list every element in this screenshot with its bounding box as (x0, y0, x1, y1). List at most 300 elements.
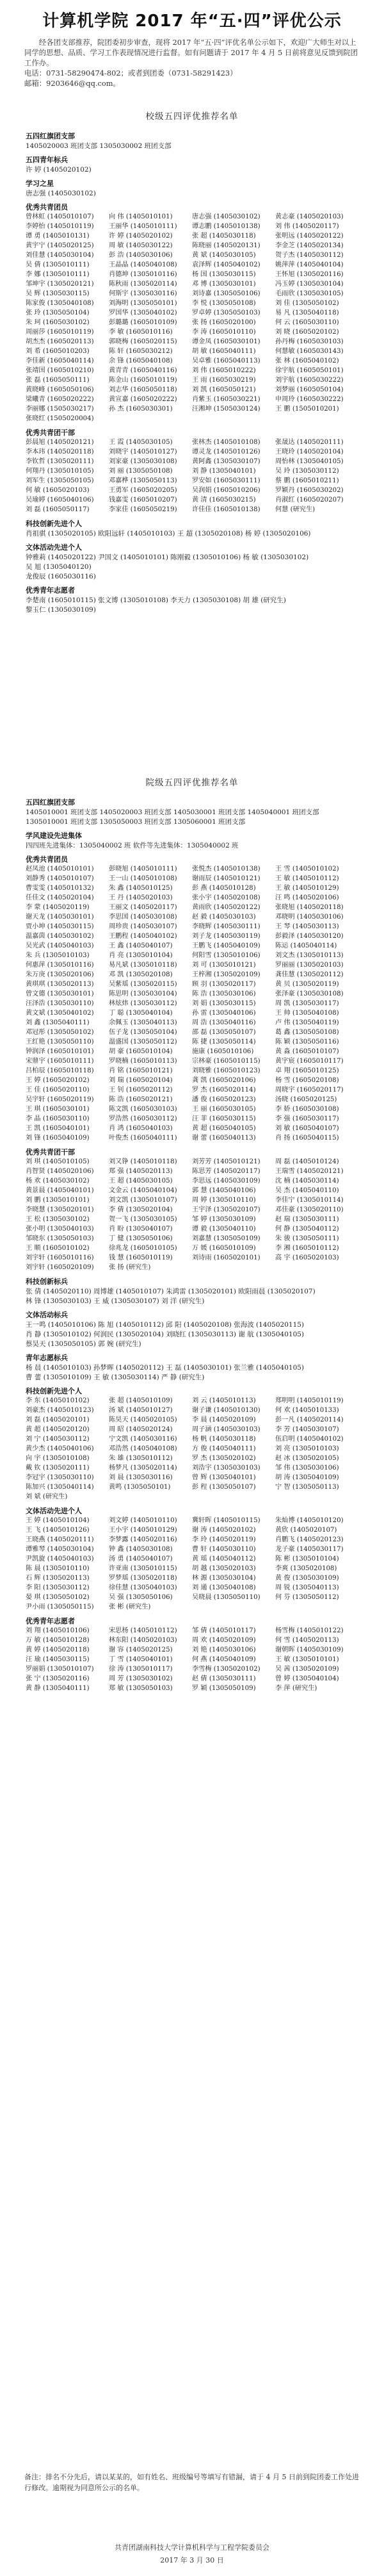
name-entry: 陈秋雨 (1305020114) (109, 281, 177, 288)
name-entry: 王 霞 (1405030105) (109, 439, 173, 446)
name-entry: 邹晓东 (1305050103) (26, 1235, 94, 1242)
name-entry: 刘 锋 (1605040109) (26, 1135, 90, 1142)
name-row (26, 1535, 358, 1545)
name-row (26, 989, 358, 999)
name-row (26, 1253, 358, 1263)
college-section-line: 蔡昊天 (1305050105) 郭 婉 (研究生) (26, 1340, 141, 1348)
name-row (26, 1018, 358, 1028)
name-entry: 彭晓旭 (1405010111) (109, 866, 177, 873)
name-entry: 方 俊 (1405040111) (192, 1445, 256, 1452)
name-entry: 谢雨辰 (1405010121) (192, 875, 260, 882)
name-entry: 刘 斌 (研究生) (26, 1493, 68, 1500)
name-row (26, 212, 358, 222)
name-entry: 陈文凯 (1605030103) (109, 1106, 177, 1113)
name-entry: 赵凤池 (1405010101) (26, 866, 94, 873)
name-entry: 王 顺 (1605010102) (26, 1245, 90, 1252)
college-section-heading: 科技创新先进个人 (26, 1387, 82, 1395)
name-entry: 谭雅琴 (1405030104) (26, 1546, 94, 1553)
name-entry: 郑 强 (1405020113) (109, 1168, 173, 1175)
name-row (26, 347, 358, 356)
name-entry: 尹凯旋 (1405040103) (26, 1555, 94, 1563)
name-row (26, 366, 358, 375)
name-entry: 尹小雨 (1305050115) (26, 1604, 94, 1611)
name-entry: 黄宇宸 (1605010117) (275, 1058, 344, 1065)
name-entry: 王 婷 (1405010104) (26, 1517, 90, 1524)
name-entry: 吴晓晨 (1305050110) (192, 1594, 260, 1601)
school-section-line: 肖祖骐 (1305020105) 欧阳远轩 (1405010103) 王 超 (1305020108) 杨 婷 (1305020106) (26, 530, 311, 537)
name-row (26, 356, 358, 366)
name-entry: 伍启明 (1405040102) (275, 1436, 344, 1443)
name-row (26, 438, 358, 447)
name-entry: 罗 杰 (1605020114) (192, 1087, 256, 1094)
name-entry: 刘 娟 (1305030115) (192, 1000, 256, 1007)
name-entry: 刘文杰 (1305010113) (275, 952, 344, 959)
name-entry: 李婷怡 (1405010119) (26, 223, 94, 230)
name-entry: 吴润娟 (1605010206) (192, 487, 260, 494)
school-name-grid (26, 438, 358, 514)
name-entry: 李 倩 (1305020104) (109, 1206, 173, 1213)
name-entry: 刘 琪 (1405010105) (26, 1158, 90, 1165)
name-entry: 王 鹏 (1505010201) (275, 406, 339, 413)
name-row (26, 1028, 358, 1037)
name-entry: 赵 瑞 (1305030111) (275, 1216, 339, 1223)
name-entry: 彭毅泽 (1405030120) (275, 933, 344, 940)
name-row (26, 447, 358, 457)
name-entry: 吴 辉 (1305030115) (26, 290, 90, 297)
name-entry: 胡 涛 (1305040109) (275, 1474, 339, 1481)
name-entry: 刘诗嘉 (1305050106) (192, 290, 260, 297)
name-entry: 黄 婷 (1405020118) (26, 1646, 90, 1653)
name-entry: 朱 兵 (1305010103) (26, 952, 90, 959)
name-entry: 黄文斌 (1305040102) (26, 1010, 94, 1017)
name-row (26, 922, 358, 931)
name-row (26, 270, 358, 279)
name-entry: 彭 程 (1305050107) (192, 1484, 256, 1491)
name-row (26, 883, 358, 893)
school-section-line: 龙俊辰 (1605030116) (26, 573, 96, 580)
name-entry: 何 欢 (1405010133) (275, 1407, 339, 1414)
name-entry: 朱 雄 (1305010112) (109, 1455, 173, 1462)
name-entry: 谭 勇 (1405010131) (26, 233, 90, 240)
name-entry: 陈思明 (1305030104) (109, 990, 177, 997)
name-entry: 周晓宇 (1605020117) (275, 1087, 344, 1094)
name-row (26, 486, 358, 495)
signature-date: 2017 年 3 月 30 日 (160, 2556, 224, 2564)
notice-block (24, 37, 360, 88)
name-entry: 杨 欢 (1405030102) (26, 1177, 90, 1185)
name-row (26, 1406, 358, 1415)
name-entry: 邓晓明 (1405030106) (275, 914, 344, 921)
name-entry: 刘军生 (1305050105) (26, 477, 94, 484)
name-entry: 孙 杰 (1605030301) (109, 406, 173, 413)
name-entry: 许佳佳 (1605010138) (192, 506, 260, 513)
name-entry: 陈加兴 (1305040114) (26, 1484, 94, 1491)
name-entry: 郭 慧 (1405040106) (192, 1187, 256, 1194)
name-entry: 吴光武 (1405040103) (26, 942, 94, 949)
name-entry: 张 宁 (1305020116) (26, 1675, 90, 1682)
name-row (26, 250, 358, 260)
name-entry: 李 东 (1405010102) (26, 1397, 90, 1404)
name-entry: 卢 伟 (1305040119) (275, 1019, 339, 1026)
name-entry: 邓冠彤 (1305050102) (26, 1029, 94, 1036)
name-row (26, 1176, 358, 1186)
name-entry: 朱 珂 (1605030102) (26, 319, 90, 326)
name-row (26, 1492, 358, 1502)
name-entry: 张 玲 (1305050104) (26, 309, 90, 316)
name-row (26, 1095, 358, 1104)
name-entry: 冯玉婷 (1305030104) (275, 281, 344, 288)
name-row (26, 1655, 358, 1664)
school-section-heading: 五四青年标兵 (26, 156, 68, 164)
name-entry: 王 敏 (1305010101) (275, 1656, 339, 1663)
name-entry: 李 玲 (1405020119) (192, 1536, 256, 1543)
name-entry: 王丽文 (1405020117) (109, 904, 177, 911)
name-entry: 向 宇 (1305010108) (26, 1455, 90, 1462)
name-entry: 刘 鑫 (1305040111) (26, 1019, 90, 1026)
name-entry: 林东阳 (1405020103) (109, 1637, 177, 1644)
name-entry: 蔡 鹏 (1605010211) (275, 477, 339, 484)
name-entry: 罗安如 (1605030111) (192, 477, 260, 484)
name-row (26, 1047, 358, 1056)
name-row (26, 941, 358, 951)
name-entry: 张靖国 (1605010210) (26, 367, 94, 374)
name-entry: 刘 晓 (1605020102) (275, 329, 339, 336)
name-row (26, 1195, 358, 1205)
name-entry: 赵 冰 (1305020105) (275, 1455, 339, 1462)
name-row (26, 970, 358, 980)
name-entry: 周 芳 (1305030102) (109, 1675, 173, 1682)
name-entry: 宁 智 (1305050113) (275, 1484, 339, 1491)
name-entry: 高 宇 (1605020103) (275, 1254, 339, 1261)
name-entry: 黄琪琪 (1305020113) (26, 981, 94, 988)
name-row (26, 1454, 358, 1463)
name-entry: 罗梦瑶 (1305020118) (109, 1575, 177, 1582)
notice-phone: 电话：0731-58290474-802；或者到团委（0731-58291423） (24, 69, 237, 78)
name-entry: 李晓辉 (1405030111) (192, 923, 260, 930)
name-entry: 胡杰杰 (1605020113) (26, 338, 94, 345)
name-row (26, 337, 358, 347)
name-entry: 许 婷 (1405020102) (109, 233, 173, 240)
name-entry: 张小宇 (1405020108) (192, 894, 260, 901)
name-entry: 梁曦青 (1605020222) (26, 396, 94, 403)
name-entry: 刘 可 (1305010121) (192, 962, 256, 969)
name-entry: 黄青青 (1605040116) (109, 367, 177, 374)
name-entry: 胡 豪 (1605010104) (109, 1048, 173, 1055)
name-row (26, 1186, 358, 1195)
name-row (26, 1525, 358, 1535)
name-entry: 刘晓雅 (1605010123) (192, 1067, 260, 1074)
name-row (26, 279, 358, 289)
name-entry: 李 涛 (1605010110) (192, 329, 256, 336)
name-row (26, 1066, 358, 1076)
name-entry: 刘诗雨 (1605020101) (192, 1254, 260, 1261)
college-name-grid (26, 1626, 358, 1693)
name-entry: 王 超 (1405030105) (109, 1177, 173, 1185)
name-entry: 王 琴 (1405030113) (275, 923, 339, 930)
name-entry: 朱 鑫 (1405010125) (109, 885, 173, 892)
name-row (26, 1593, 358, 1602)
name-entry: 刘梦丽 (1605050104) (275, 386, 344, 393)
name-row (26, 1076, 358, 1085)
name-entry: 李本玮 (1405020118) (26, 448, 94, 455)
name-entry: 吴紫瑶 (1305020115) (109, 981, 177, 988)
name-entry: 王 琪 (1605030101) (26, 1106, 90, 1113)
name-entry: 李钦哲 (1305020111) (26, 458, 94, 465)
college-section-heading: 科技创新标兵 (26, 1277, 68, 1286)
name-row (26, 1684, 358, 1693)
name-entry: 宁文凯 (1405030116) (109, 1436, 177, 1443)
school-section-heading: 学习之星 (26, 179, 54, 188)
name-entry: 刘芳芳 (1405010121) (192, 1158, 260, 1165)
name-entry: 邹 伟 (1305030106) (275, 1464, 339, 1472)
name-row (26, 1564, 358, 1573)
name-entry: 李冠宇 (1305030110) (26, 1474, 94, 1481)
college-section-heading: 青年志愿标兵 (26, 1354, 68, 1362)
college-section-line: 1405010001 班团支部 1405020003 班团支部 1405030001 班团支部 1405040001 班团支部 (26, 808, 319, 816)
name-entry: 罗 杰 (1305020102) (192, 1455, 256, 1462)
name-row (26, 1516, 358, 1525)
name-entry: 黄 贝 (1305020119) (275, 981, 339, 988)
name-entry: 杨 雪 (1605020108) (275, 1077, 339, 1084)
name-entry: 张晓红 (1505020004) (26, 415, 94, 422)
name-entry: 李 晶 (1605030110) (26, 1115, 90, 1122)
name-row (26, 1674, 358, 1684)
name-entry: 刘 通 (1305040108) (192, 1584, 256, 1591)
name-row (26, 1114, 358, 1124)
name-entry: 邓佳豪 (1305020110) (275, 1206, 344, 1213)
name-entry: 肖德坤 (1305010116) (109, 271, 177, 278)
name-entry: 刘静秀 (1405010107) (26, 875, 94, 882)
name-entry: 郑 敏 (1305050103) (109, 1685, 173, 1692)
name-entry: 谭 毅 (1305040110) (192, 1226, 256, 1233)
name-row (26, 1205, 358, 1215)
notice-paragraph: 经各团支部推荐，院团委初步审查，现将 2017 年“五·四”评优名单公示如下，欢迎广大师生对以上同学的思想、品质、学习工作表现情况进行监督。如有问题请于 2017 年 4 月 5 日前将意见反馈到院团工作办。 (24, 38, 358, 67)
name-entry: 沈 楠 (1405030114) (275, 1177, 339, 1185)
name-entry: 罗卓婷 (1305050103) (192, 309, 260, 316)
name-entry: 何 雪 (1405020113) (275, 1637, 339, 1644)
name-entry: 彭璐璐 (1605010109) (109, 319, 177, 326)
name-entry: 刘 艳 (1405030106) (192, 1646, 256, 1653)
name-entry: 万 敏 (1405010128) (26, 1637, 90, 1644)
name-entry: 肖智贤 (1405020106) (26, 1168, 94, 1175)
name-entry: 丁 健 (1305050106) (109, 1235, 173, 1242)
name-entry: 孙丹梅 (1605030103) (275, 338, 344, 345)
name-entry: 黄 瑶 (1405040112) (192, 1555, 256, 1563)
name-entry: 李 敏 (1605010116) (109, 329, 173, 336)
name-entry: 余佩玉 (1305040113) (109, 1019, 177, 1026)
name-row (26, 318, 358, 327)
name-entry: 李 悦 (1305050108) (192, 300, 256, 307)
name-entry: 何 敏 (1605020103) (26, 487, 90, 494)
name-entry: 刘 伟 (1605010222) (192, 367, 256, 374)
name-entry: 罗晓楠 (1605010113) (109, 1058, 177, 1065)
name-entry: 汪 瑜 (1405030115) (26, 1656, 90, 1663)
name-entry: 毛雨欣 (1305030105) (275, 290, 344, 297)
name-row (26, 1554, 358, 1564)
school-section-heading: 优秀青年志愿者 (26, 586, 75, 595)
name-row (26, 457, 358, 466)
name-entry: 刘文凯 (1305010107) (109, 1197, 177, 1204)
name-entry: 黄 超 (1605040105) (192, 1125, 256, 1132)
name-entry: 刘宇轩 (1605010116) (26, 1254, 94, 1261)
school-section-line: 唐志强 (1405030102) (26, 190, 96, 197)
name-row (26, 308, 358, 318)
name-entry: 肖 盼 (1305040107) (109, 1226, 173, 1233)
college-section-heading: 五四红旗团支部 (26, 798, 75, 807)
name-entry: 刘 鹏 (1305010101) (26, 1197, 90, 1204)
name-entry: 刘 磊 (1405020101) (26, 1416, 90, 1423)
name-entry: 李家佳 (1605050219) (109, 506, 177, 513)
notice-email: 邮箱：9203646@qq.com。 (24, 79, 120, 88)
name-entry: 伍子龙 (1305050104) (109, 1029, 177, 1036)
name-entry: 吕柏辰 (1605010118) (26, 1067, 94, 1074)
name-entry: 张 林 (1605040102) (275, 357, 339, 365)
name-entry: 杨梦凡 (1305020114) (109, 1464, 177, 1472)
name-entry: 贺子杰 (1405030112) (275, 252, 344, 259)
name-entry: 张 超 (1405030118) (192, 233, 256, 240)
name-entry: 周丽莎 (1605010119) (26, 329, 94, 336)
name-entry: 万 媛 (1605010109) (192, 1245, 256, 1252)
college-section-heading: 优秀共青团员 (26, 855, 68, 864)
name-entry: 汤 斌 (1405010127) (109, 1407, 173, 1414)
name-entry: 汪 菲 (1605030115) (192, 1115, 256, 1122)
name-entry: 王 鑫 (1405040107) (109, 942, 173, 949)
name-entry: 张 超 (1405010109) (109, 1397, 173, 1404)
name-entry: 何惠萍 (1305010116) (26, 962, 94, 969)
college-section-heading: 优秀青年志愿者 (26, 1617, 75, 1625)
name-entry: 徐宇航 (1605050101) (275, 367, 344, 374)
name-entry: 邓 凯 (1305020108) (109, 971, 173, 978)
name-entry: 赵 倩 (1305030111) (192, 1675, 256, 1682)
name-entry: 陈金山 (1605010119) (109, 377, 177, 384)
name-row (26, 1124, 358, 1133)
name-row (26, 1434, 358, 1444)
name-row (26, 903, 358, 912)
name-entry: 赵 毅 (1405030103) (192, 914, 256, 921)
college-title: 院级五四评优推荐名单 (145, 778, 239, 788)
name-entry: 王一山 (1405010108) (109, 875, 177, 882)
college-section-line: 张 倩 (1405020110) 周博雄 (1405010107) 朱鸿雷 (1305020101) 欧阳雨晨 (1305020107) (26, 1288, 316, 1295)
name-entry: 陈 浩 (1305030106) (192, 990, 256, 997)
name-entry: 唐志强 (1405030102) (192, 213, 260, 220)
name-entry: 谢天龙 (1405030101) (26, 914, 94, 921)
name-entry: 吴宇轩 (1605020119) (26, 1096, 94, 1103)
name-row (26, 1473, 358, 1482)
name-entry: 许亚南 (1305010115) (109, 1565, 177, 1572)
name-entry: 汪 鸣 (1405020106) (275, 894, 339, 901)
school-section-line: 1405020003 班团支部 1305030002 班团支部 (26, 142, 172, 150)
school-section-heading: 文体活动先进个人 (26, 543, 82, 552)
name-entry: 李 芳 (1405030107) (275, 1426, 339, 1433)
name-entry: 李佳新 (1605040114) (26, 357, 94, 365)
name-entry: 曾文德 (1305030101) (26, 990, 94, 997)
name-entry: 郑明明 (1405010119) (275, 1397, 344, 1404)
name-entry: 王鹏飞 (1405040109) (192, 942, 260, 949)
name-row (26, 951, 358, 960)
name-entry: 肖 鸿 (1605040103) (109, 1125, 173, 1132)
name-entry: 向 伟 (1405010101) (109, 213, 173, 220)
name-entry: 何 芬 (1305050112) (275, 1594, 339, 1601)
name-entry: 王 雨 (1605030219) (192, 377, 256, 384)
college-section-line: 曹 蕾 (1305010109) 王 敏 (1305030114) 严 静 (研究生) (26, 1374, 205, 1381)
name-entry: 刘家豪 (1305030108) (109, 458, 177, 465)
name-row (26, 395, 358, 404)
name-entry: 罗浩然 (1605030112) (109, 1115, 177, 1122)
name-entry: 王 凯 (1605040101) (26, 1125, 90, 1132)
name-entry: 李思远 (1405030109) (192, 1177, 260, 1185)
name-entry: 王小宇 (1405010129) (109, 1527, 177, 1534)
name-entry: 周珍贵 (1405030107) (109, 923, 177, 930)
name-entry: 肖淑红 (1605020207) (275, 496, 344, 504)
name-entry: 彭 燕 (1405010128) (192, 885, 256, 892)
name-entry: 周 浩 (1305040116) (192, 1019, 256, 1026)
name-entry: 王 丹 (1405020103) (109, 894, 173, 901)
name-row (26, 980, 358, 989)
name-row (26, 864, 358, 874)
name-entry: 肖鹏飞 (1405020123) (275, 1536, 344, 1543)
name-entry: 刘 静 (1305040101) (192, 468, 256, 475)
name-entry: 林炫炜 (1305030112) (109, 1000, 177, 1007)
name-row (26, 1573, 358, 1583)
name-entry: 宗林豪 (1605010115) (192, 1058, 260, 1065)
name-entry: 邵 磊 (1305050107) (192, 1029, 256, 1036)
name-entry: 何慧 (研究生) (275, 506, 316, 513)
name-entry: 吴 倩 (1305010111) (26, 261, 90, 268)
name-entry: 彭一凡 (1405020114) (275, 1416, 344, 1423)
name-entry: 施康 (1605010106) (192, 1048, 254, 1055)
name-entry: 周 凯 (1305030117) (275, 1000, 339, 1007)
name-entry: 王 丽 (1605030105) (192, 1106, 256, 1113)
name-entry: 刘 宁 (1405030112) (26, 1436, 90, 1443)
name-entry: 晏 琪 (1305050102) (26, 1594, 90, 1601)
name-entry: 谢 容 (1405020125) (109, 1646, 173, 1653)
name-entry: 刘 希 (1605010203) (26, 348, 90, 355)
name-entry: 汪泽浩 (1305030110) (26, 1000, 94, 1007)
name-entry: 陈 晨 (1305010110) (26, 1565, 90, 1572)
name-row (26, 912, 358, 922)
name-entry: 刘晓宇 (1405010127) (109, 448, 177, 455)
name-row (26, 1626, 358, 1636)
name-entry: 周 昭 (1405020124) (109, 1426, 173, 1433)
name-entry: 钟润泽 (1605010101) (26, 1048, 94, 1055)
name-entry: 黄少杰 (1405040106) (26, 1445, 94, 1452)
name-entry: 彭 浩 (1405030106) (109, 252, 173, 259)
name-row (26, 1645, 358, 1655)
name-entry: 袁泽辉 (1405040102) (192, 261, 260, 268)
name-entry: 陈 轩 (1605030212) (109, 348, 173, 355)
name-entry: 刘 晨 (1305030116) (109, 1474, 173, 1481)
name-entry: 汪湘坤 (1505030124) (192, 406, 260, 413)
name-entry: 吴卓雅 (1605040113) (192, 357, 260, 365)
name-entry: 张泽豪 (1305030108) (275, 990, 344, 997)
name-entry: 何阳雪 (1305010106) (192, 952, 260, 959)
name-entry: 陈 捷 (1305050114) (192, 1038, 256, 1046)
name-entry: 邓 博 (1305030101) (192, 281, 256, 288)
college-name-grid (26, 1157, 358, 1272)
name-entry: 龚 凯 (1605020106) (192, 1077, 256, 1084)
name-entry: 刘志华 (1605050118) (109, 386, 177, 393)
name-entry: 余 锋 (1605040108) (109, 357, 173, 365)
name-entry: 刘佳慧 (1405030104) (26, 252, 94, 259)
name-entry: 宋鼎宇 (1605010111) (26, 1058, 94, 1065)
name-entry: 黄景晨 (1405040101) (26, 1187, 94, 1194)
name-row (26, 476, 358, 486)
name-entry: 林 源 (1305030104) (192, 1575, 256, 1582)
name-entry: 黄 超 (1405020120) (26, 1426, 90, 1433)
college-section-line: 杨 晨 (1405010103) 孙梦晖 (1405020112) 王 磊 (1405030101) 张兰雅 (1405040105) (26, 1364, 305, 1372)
name-entry: 朱万庚 (1305020106) (26, 971, 94, 978)
name-entry: 李 湘 (1605010112) (275, 1245, 339, 1252)
